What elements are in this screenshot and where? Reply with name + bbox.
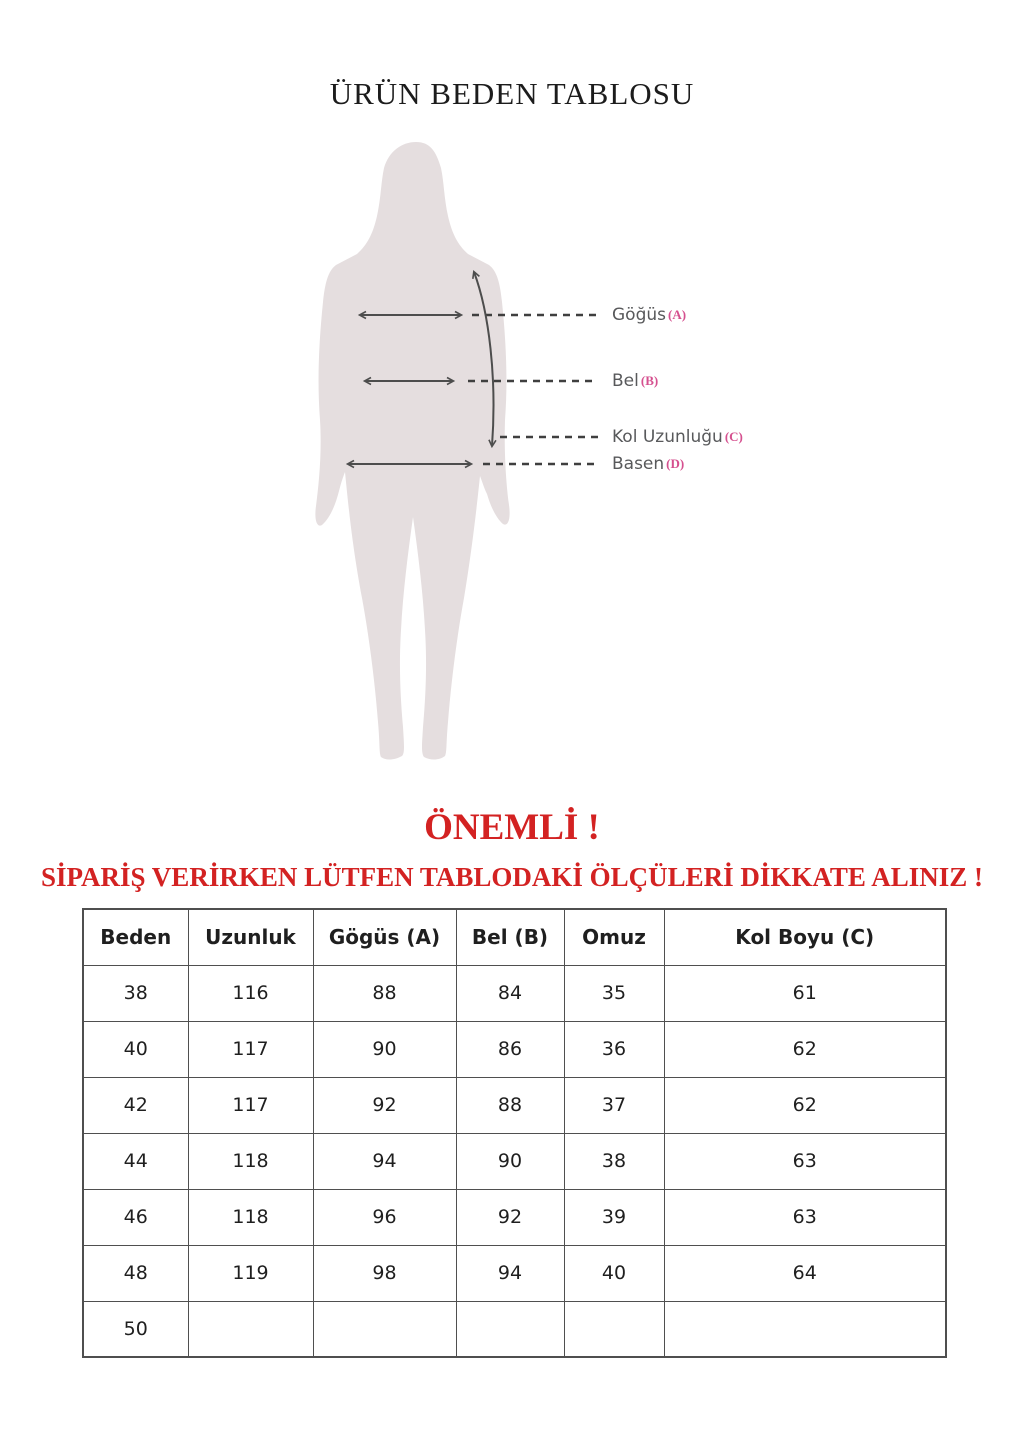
size-table-body — [83, 965, 946, 1357]
table-cell: 40 — [564, 1245, 664, 1301]
body-silhouette — [315, 142, 509, 760]
table-cell: 38 — [564, 1133, 664, 1189]
hip-measure-label — [612, 454, 684, 475]
table-cell: 39 — [564, 1189, 664, 1245]
sleeve-measure-marker: (C) — [724, 429, 743, 444]
table-cell — [564, 1301, 664, 1357]
table-cell: 116 — [188, 965, 313, 1021]
column-header: Beden — [83, 909, 188, 965]
table-cell: 92 — [313, 1077, 456, 1133]
table-cell: 46 — [83, 1189, 188, 1245]
column-header: Bel (B) — [456, 909, 564, 965]
hip-measure-text: Basen — [612, 454, 665, 474]
sleeve-measure-label — [612, 427, 743, 448]
waist-measure-marker: (B) — [640, 373, 659, 388]
table-cell: 40 — [83, 1021, 188, 1077]
table-row — [83, 1021, 946, 1077]
table-row — [83, 1133, 946, 1189]
table-cell: 62 — [664, 1077, 946, 1133]
table-cell: 50 — [83, 1301, 188, 1357]
column-header: Kol Boyu (C) — [664, 909, 946, 965]
important-heading: ÖNEMLİ ! — [424, 807, 600, 848]
table-cell — [188, 1301, 313, 1357]
table-cell: 38 — [83, 965, 188, 1021]
order-warning-text: SİPARİŞ VERİRKEN LÜTFEN TABLODAKİ ÖLÇÜLERİ DİKKATE ALINIZ ! — [41, 862, 983, 892]
table-cell: 64 — [664, 1245, 946, 1301]
table-cell: 62 — [664, 1021, 946, 1077]
table-cell: 88 — [313, 965, 456, 1021]
table-cell: 63 — [664, 1133, 946, 1189]
table-cell: 63 — [664, 1189, 946, 1245]
page-title: ÜRÜN BEDEN TABLOSU — [329, 76, 695, 111]
table-cell: 90 — [313, 1021, 456, 1077]
table-cell: 48 — [83, 1245, 188, 1301]
table-cell: 37 — [564, 1077, 664, 1133]
table-cell: 61 — [664, 965, 946, 1021]
table-cell: 117 — [188, 1021, 313, 1077]
table-cell: 86 — [456, 1021, 564, 1077]
table-cell: 94 — [313, 1133, 456, 1189]
column-header: Uzunluk — [188, 909, 313, 965]
table-cell: 42 — [83, 1077, 188, 1133]
table-row — [83, 1077, 946, 1133]
column-header: Gögüs (A) — [313, 909, 456, 965]
hip-measure-marker: (D) — [666, 456, 685, 471]
table-cell — [313, 1301, 456, 1357]
table-cell: 44 — [83, 1133, 188, 1189]
table-cell: 96 — [313, 1189, 456, 1245]
table-row — [83, 1245, 946, 1301]
table-cell: 119 — [188, 1245, 313, 1301]
table-row — [83, 965, 946, 1021]
table-cell: 35 — [564, 965, 664, 1021]
column-header: Omuz — [564, 909, 664, 965]
waist-measure-text: Bel — [612, 371, 639, 391]
table-cell: 118 — [188, 1189, 313, 1245]
table-cell — [664, 1301, 946, 1357]
table-cell: 90 — [456, 1133, 564, 1189]
table-cell: 84 — [456, 965, 564, 1021]
table-row — [83, 1301, 946, 1357]
chest-measure-label — [612, 305, 686, 326]
chest-measure-marker: (A) — [668, 307, 687, 322]
size-table — [82, 908, 947, 1358]
table-cell — [456, 1301, 564, 1357]
table-cell: 92 — [456, 1189, 564, 1245]
table-cell: 118 — [188, 1133, 313, 1189]
table-cell: 36 — [564, 1021, 664, 1077]
size-table-header-row — [83, 909, 946, 965]
waist-measure-label — [612, 371, 658, 392]
table-cell: 98 — [313, 1245, 456, 1301]
table-cell: 117 — [188, 1077, 313, 1133]
table-cell: 88 — [456, 1077, 564, 1133]
sleeve-measure-text: Kol Uzunluğu — [612, 427, 723, 447]
table-cell: 94 — [456, 1245, 564, 1301]
table-row — [83, 1189, 946, 1245]
chest-measure-text: Göğüs — [612, 305, 666, 325]
